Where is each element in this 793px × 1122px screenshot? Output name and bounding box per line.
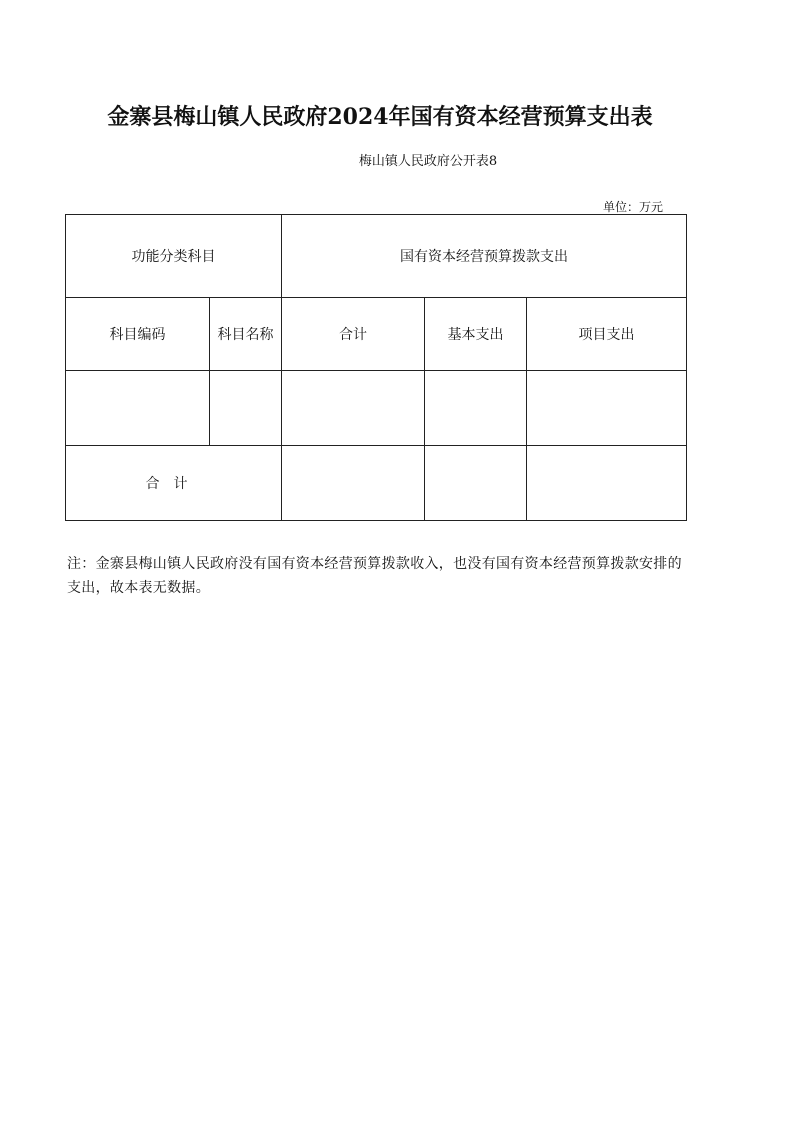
total-row-basic-expenditure <box>425 446 527 521</box>
footnote: 注：金寨县梅山镇人民政府没有国有资本经营预算拨款收入，也没有国有资本经营预算拨款安排的支出，故本表无数据。 <box>67 556 682 596</box>
header-basic-expenditure: 基本支出 <box>425 298 527 371</box>
table-number-subtitle: 梅山镇人民政府公开表8 <box>358 154 498 169</box>
cell-subject-code <box>66 371 210 446</box>
budget-expenditure-table <box>65 214 687 521</box>
header-project-expenditure: 项目支出 <box>527 298 687 371</box>
table-total-row <box>66 446 687 521</box>
header-subject-name: 科目名称 <box>210 298 282 371</box>
cell-total <box>282 371 425 446</box>
header-allocation-expenditure: 国有资本经营预算拨款支出 <box>282 215 687 298</box>
header-total: 合计 <box>282 298 425 371</box>
header-functional-category: 功能分类科目 <box>66 215 282 298</box>
header-subject-code: 科目编码 <box>66 298 210 371</box>
total-row-label: 合计 <box>66 446 282 521</box>
table-header-row-2 <box>66 298 687 371</box>
cell-project-expenditure <box>527 371 687 446</box>
total-row-total <box>282 446 425 521</box>
table-row <box>66 371 687 446</box>
unit-label: 单位：万元 <box>602 200 663 214</box>
cell-subject-name <box>210 371 282 446</box>
cell-basic-expenditure <box>425 371 527 446</box>
table-header-row-1 <box>66 215 687 298</box>
total-row-project-expenditure <box>527 446 687 521</box>
page-title: 金寨县梅山镇人民政府2024年国有资本经营预算支出表 <box>107 104 653 130</box>
